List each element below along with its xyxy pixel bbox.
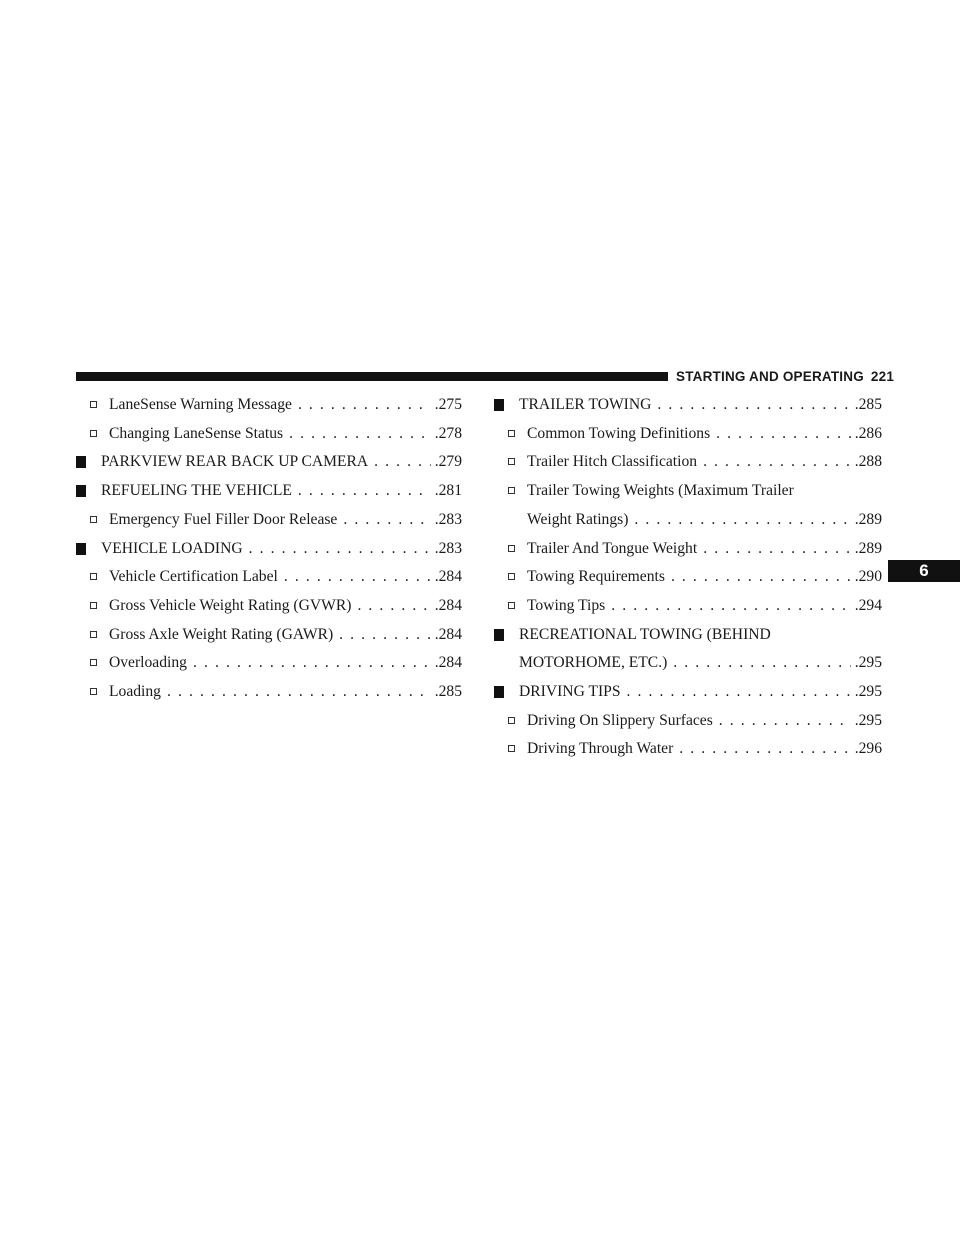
toc-entry-title: Trailer And Tongue Weight <box>527 539 698 557</box>
dot-leader <box>374 448 431 477</box>
toc-entry-title: Towing Tips <box>527 596 606 614</box>
dot-leader <box>249 535 431 564</box>
toc-entry-page: . 284 <box>435 563 462 592</box>
toc-entry-title: Emergency Fuel Filler Door Release <box>109 510 338 528</box>
dot-leader <box>716 420 851 449</box>
hollow-square-bullet-icon <box>90 573 97 580</box>
toc-entry[interactable] <box>494 477 882 534</box>
hollow-square-bullet-icon <box>508 487 515 494</box>
toc-entry-title: Towing Requirements <box>527 568 665 586</box>
toc-entry-page: . 295 <box>855 649 882 678</box>
toc-entry[interactable] <box>494 678 882 707</box>
toc-entry[interactable] <box>494 420 882 449</box>
toc-entry-page: . 281 <box>435 477 462 506</box>
dot-leader <box>611 592 850 621</box>
hollow-square-bullet-icon <box>90 602 97 609</box>
toc-entry-page: . 284 <box>435 649 462 678</box>
dot-leader <box>284 563 431 592</box>
toc-entry-title: Trailer Towing Weights (Maximum Trailer <box>527 482 794 500</box>
toc-entry-page: . 283 <box>435 535 462 564</box>
toc-entry[interactable] <box>494 735 882 764</box>
dot-leader <box>167 678 431 707</box>
toc-entry[interactable] <box>76 477 462 506</box>
toc-entry[interactable] <box>76 535 462 564</box>
hollow-square-bullet-icon <box>90 516 97 523</box>
hollow-square-bullet-icon <box>508 573 515 580</box>
dot-leader <box>671 563 851 592</box>
toc-entry-title: Overloading <box>109 654 187 672</box>
hollow-square-bullet-icon <box>508 458 515 465</box>
toc-entry-page: . 289 <box>855 535 882 564</box>
toc-entry-page: . 290 <box>855 563 882 592</box>
toc-entry-page: . 278 <box>435 420 462 449</box>
toc-entry[interactable] <box>76 420 462 449</box>
toc-entry-page: . 285 <box>855 391 882 420</box>
toc-entry-title: Common Towing Definitions <box>527 424 711 442</box>
filled-square-bullet-icon <box>494 399 504 411</box>
toc-entry-page: . 285 <box>435 678 462 707</box>
toc-entry-title: REFUELING THE VEHICLE <box>101 482 292 500</box>
toc-entry-title: Changing LaneSense Status <box>109 424 284 442</box>
dot-leader <box>298 391 431 420</box>
hollow-square-bullet-icon <box>508 717 515 724</box>
toc-entry-page: . 279 <box>435 448 462 477</box>
toc-entry[interactable] <box>494 391 882 420</box>
toc-entry-title: Gross Vehicle Weight Rating (GVWR) <box>109 596 352 614</box>
toc-entry-title: PARKVIEW REAR BACK UP CAMERA <box>101 453 369 471</box>
toc-entry-title: Driving On Slippery Surfaces <box>527 711 713 729</box>
toc-entry-title: Gross Axle Weight Rating (GAWR) <box>109 625 334 643</box>
dot-leader <box>679 735 850 764</box>
toc-entry-page: . 295 <box>855 707 882 736</box>
page-number: 221 <box>870 369 895 384</box>
dot-leader <box>357 592 430 621</box>
dot-leader <box>193 649 431 678</box>
hollow-square-bullet-icon <box>508 745 515 752</box>
toc-entry-page: . 288 <box>855 448 882 477</box>
hollow-square-bullet-icon <box>90 430 97 437</box>
toc-entry-page: . 286 <box>855 420 882 449</box>
filled-square-bullet-icon <box>76 456 86 468</box>
toc-entry-title: Driving Through Water <box>527 740 674 758</box>
toc-entry[interactable] <box>76 621 462 650</box>
toc-entry-page: . 283 <box>435 506 462 535</box>
toc-entry-page: . 284 <box>435 592 462 621</box>
running-header <box>676 369 894 384</box>
dot-leader <box>703 535 851 564</box>
toc-entry-page: . 284 <box>435 621 462 650</box>
filled-square-bullet-icon <box>76 543 86 555</box>
toc-entry[interactable] <box>76 563 462 592</box>
toc-entry[interactable] <box>76 448 462 477</box>
toc-entry-title: Vehicle Certification Label <box>109 568 278 586</box>
toc-entry[interactable] <box>76 506 462 535</box>
hollow-square-bullet-icon <box>90 659 97 666</box>
dot-leader <box>289 420 431 449</box>
toc-entry-page: . 289 <box>855 506 882 535</box>
toc-entry[interactable] <box>494 707 882 736</box>
filled-square-bullet-icon <box>76 485 86 497</box>
header-rule <box>76 372 668 381</box>
dot-leader <box>673 649 850 678</box>
toc-entry[interactable] <box>494 448 882 477</box>
toc-entry[interactable] <box>76 592 462 621</box>
toc-entry-page: . 296 <box>855 735 882 764</box>
toc-entry[interactable] <box>76 678 462 707</box>
hollow-square-bullet-icon <box>90 401 97 408</box>
toc-right-column <box>494 391 882 764</box>
toc-entry[interactable] <box>76 391 462 420</box>
dot-leader <box>634 506 850 535</box>
toc-entry-title-continued: MOTORHOME, ETC.) <box>519 654 668 672</box>
hollow-square-bullet-icon <box>508 602 515 609</box>
dot-leader <box>627 678 851 707</box>
toc-entry-title: RECREATIONAL TOWING (BEHIND <box>519 625 771 643</box>
dot-leader <box>298 477 431 506</box>
hollow-square-bullet-icon <box>90 631 97 638</box>
toc-entry-page: . 295 <box>855 678 882 707</box>
toc-entry[interactable] <box>494 592 882 621</box>
toc-entry-title-continued: Weight Ratings) <box>527 510 629 528</box>
dot-leader <box>343 506 430 535</box>
filled-square-bullet-icon <box>494 629 504 641</box>
toc-entry-title: DRIVING TIPS <box>519 683 621 701</box>
hollow-square-bullet-icon <box>508 545 515 552</box>
toc-entry-page: . 294 <box>855 592 882 621</box>
dot-leader <box>339 621 431 650</box>
toc-entry-title: VEHICLE LOADING <box>101 539 243 557</box>
hollow-square-bullet-icon <box>90 688 97 695</box>
dot-leader <box>657 391 850 420</box>
toc-entry-title: LaneSense Warning Message <box>109 396 292 413</box>
chapter-tab[interactable]: 6 <box>888 560 960 582</box>
toc-left-column <box>76 391 462 707</box>
toc-entry-page: . 275 <box>435 391 462 420</box>
section-title: STARTING AND OPERATING <box>676 369 864 384</box>
toc-entry[interactable] <box>76 649 462 678</box>
toc-entry[interactable] <box>494 563 882 592</box>
toc-entry-title: Trailer Hitch Classification <box>527 453 698 471</box>
toc-entry[interactable] <box>494 535 882 564</box>
dot-leader <box>719 707 851 736</box>
toc-entry-title: TRAILER TOWING <box>519 396 652 413</box>
filled-square-bullet-icon <box>494 686 504 698</box>
toc-entry-title: Loading <box>109 683 161 701</box>
toc-entry[interactable] <box>494 621 882 678</box>
hollow-square-bullet-icon <box>508 430 515 437</box>
dot-leader <box>703 448 851 477</box>
